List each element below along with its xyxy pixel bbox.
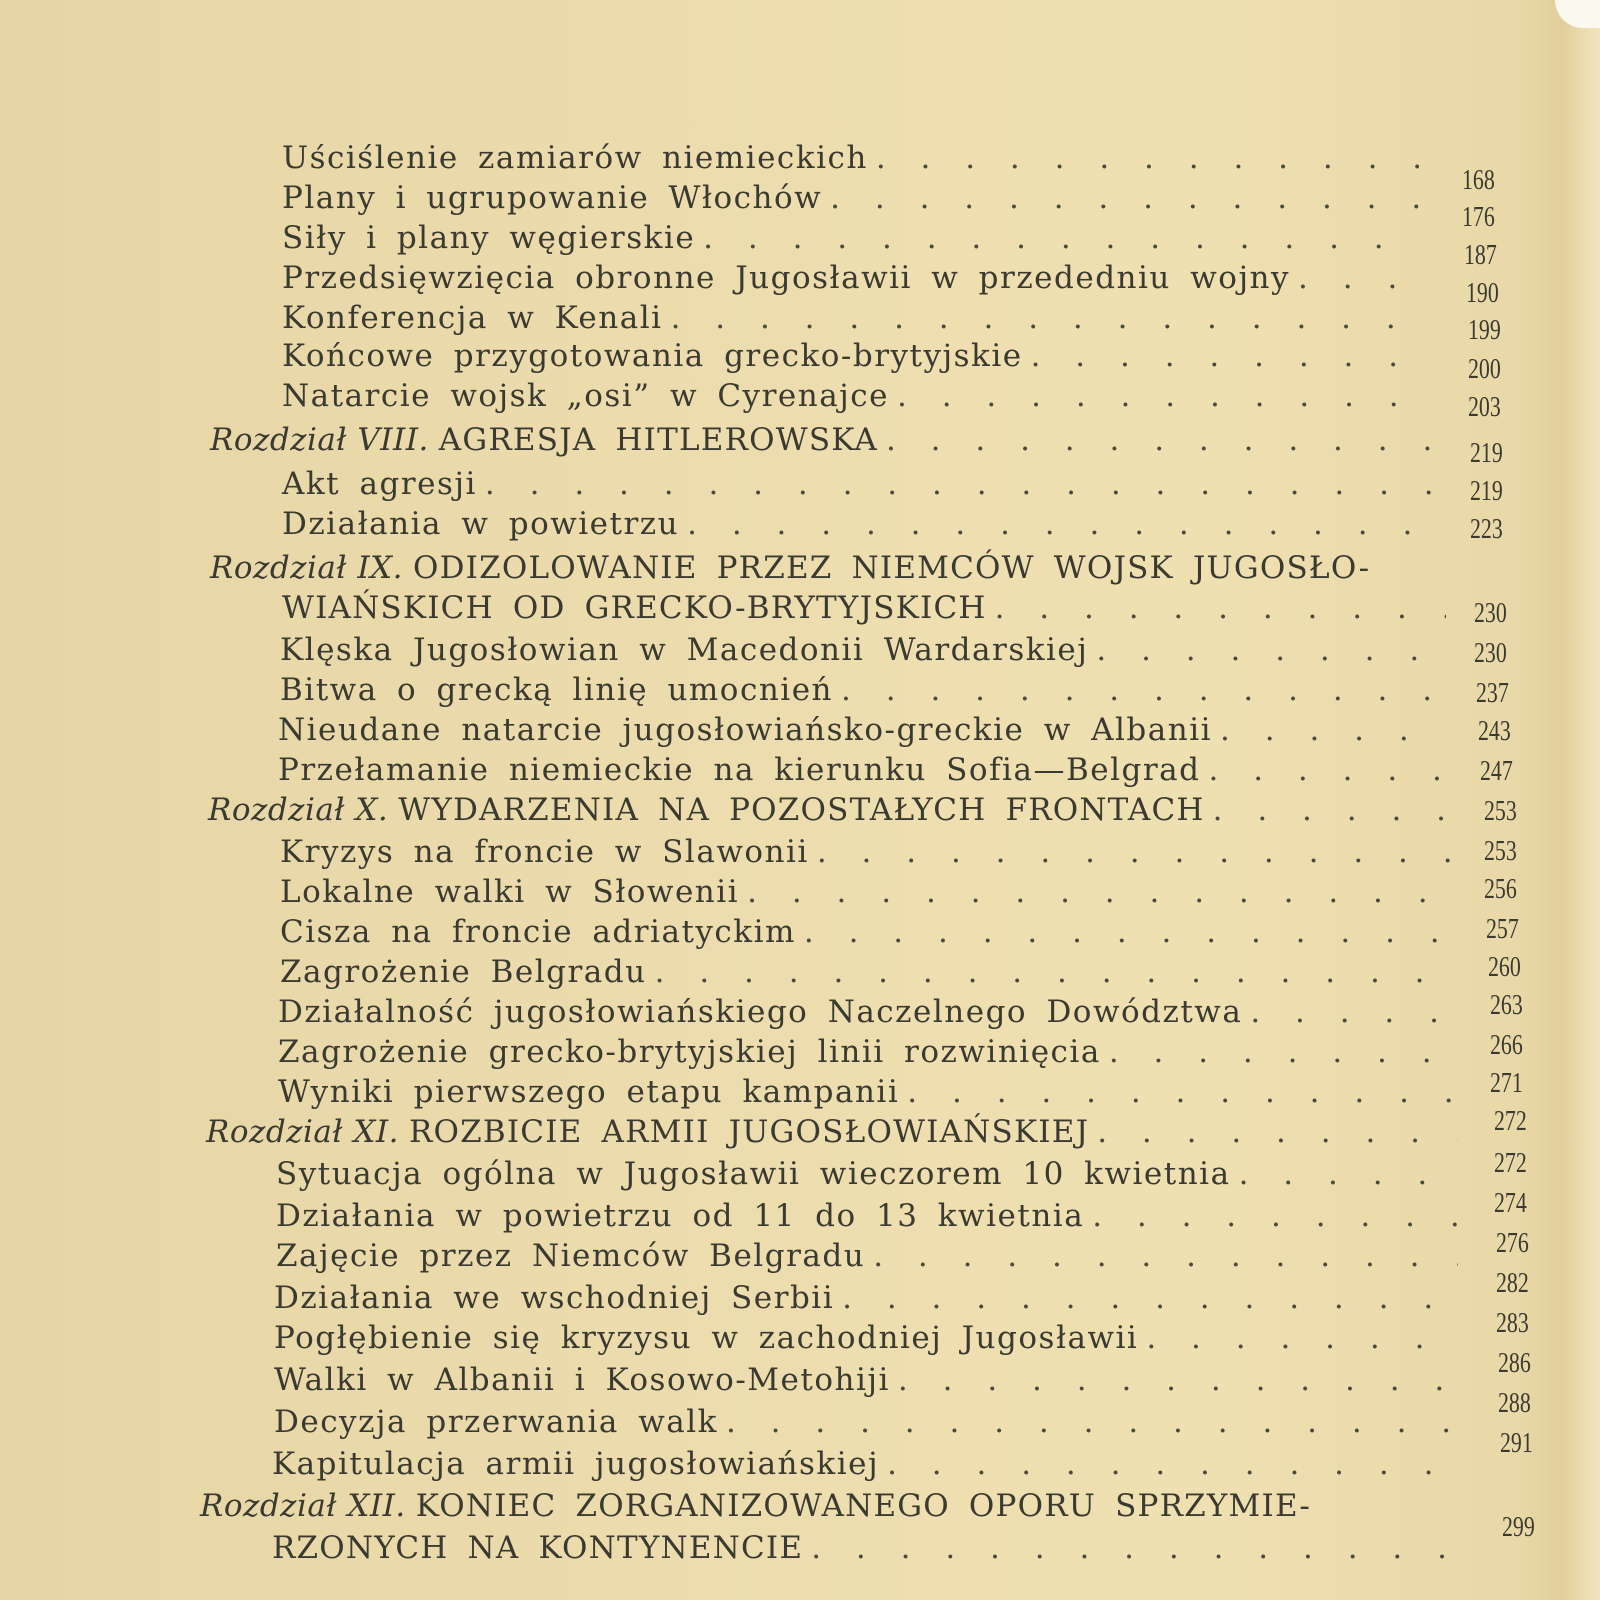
page-number: 253 xyxy=(1484,836,1517,867)
toc-entry xyxy=(282,466,1503,507)
page-number: 203 xyxy=(1468,392,1501,423)
toc-entry xyxy=(282,338,1501,385)
leader-dots xyxy=(1213,792,1450,828)
entry-title: Przełamanie niemieckie na kierunku Sofia—Belgrad xyxy=(278,752,1201,788)
page-number: 272 xyxy=(1494,1106,1527,1137)
page-number: 291 xyxy=(1500,1428,1533,1459)
leader-dots xyxy=(1097,1114,1458,1150)
leader-dots xyxy=(1298,260,1419,296)
toc-entry xyxy=(282,378,1501,423)
chapter-title-continued xyxy=(282,590,1507,630)
page-number: 276 xyxy=(1496,1228,1529,1259)
toc-entry xyxy=(274,1388,1531,1444)
entry-title: Działalność jugosłowiańskiego Naczelnego Dowództwa xyxy=(278,994,1243,1030)
leader-dots xyxy=(886,422,1446,458)
toc-entry xyxy=(276,1228,1529,1278)
page-number: 271 xyxy=(1490,1068,1523,1099)
page-number: 190 xyxy=(1466,278,1499,309)
entry-title: Klęska Jugosłowian w Macedonii Wardarskiej xyxy=(280,632,1089,668)
leader-dots xyxy=(842,1280,1460,1316)
page-number: 288 xyxy=(1498,1388,1531,1419)
leader-dots xyxy=(703,220,1419,256)
chapter-label: Rozdział XI. xyxy=(206,1114,399,1150)
toc-entry xyxy=(278,712,1511,752)
toc-entry xyxy=(276,1188,1527,1238)
leader-dots xyxy=(1092,1198,1458,1234)
chapter-title-line2: WIAŃSKICH OD GRECKO-BRYTYJSKICH xyxy=(282,590,987,626)
page-number: 286 xyxy=(1498,1348,1531,1379)
page-number: 199 xyxy=(1468,315,1501,346)
entry-title: Pogłębienie się kryzysu w zachodniej Jugosławii xyxy=(274,1320,1139,1356)
chapter-title: ROZBICIE ARMII JUGOSŁOWIAŃSKIEJ xyxy=(408,1114,1090,1150)
chapter-title-line2: RZONYCH NA KONTYNENCIE xyxy=(272,1530,804,1566)
entry-title: Działania w powietrzu xyxy=(282,506,680,542)
page-number: 176 xyxy=(1462,202,1495,233)
leader-dots xyxy=(907,1074,1456,1110)
leader-dots xyxy=(811,1530,1462,1566)
page-number: 299 xyxy=(1502,1512,1535,1543)
leader-dots xyxy=(873,1238,1458,1274)
page-number: 253 xyxy=(1484,796,1517,827)
chapter-title-continued xyxy=(272,1512,1535,1570)
page-number: 274 xyxy=(1494,1188,1527,1219)
leader-dots xyxy=(1209,752,1449,788)
toc-entry xyxy=(280,672,1509,712)
chapter-heading xyxy=(210,422,1503,469)
entry-title: Kryzys na froncie w Slawonii xyxy=(280,834,809,870)
toc-entry xyxy=(274,1308,1529,1360)
leader-dots xyxy=(1239,1156,1458,1192)
toc-entry xyxy=(280,914,1519,954)
page-number: 230 xyxy=(1474,598,1507,629)
page-number: 247 xyxy=(1480,756,1513,787)
entry-title: Uściślenie zamiarów niemieckich xyxy=(282,140,868,176)
leader-dots xyxy=(1220,712,1446,748)
toc-entry xyxy=(280,834,1517,874)
entry-title: Natarcie wojsk „osi” w Cyrenajce xyxy=(282,378,889,414)
entry-title: Zajęcie przez Niemców Belgradu xyxy=(276,1238,866,1274)
entry-title: Walki w Albanii i Kosowo-Metohiji xyxy=(274,1362,890,1398)
leader-dots xyxy=(817,834,1452,870)
toc-entry xyxy=(274,1348,1531,1402)
page-number: 200 xyxy=(1468,354,1501,385)
chapter-title: AGRESJA HITLEROWSKA xyxy=(438,422,878,458)
page-number: 256 xyxy=(1484,874,1517,905)
page-number: 237 xyxy=(1476,678,1509,709)
page-number: 272 xyxy=(1494,1148,1527,1179)
entry-title: Sytuacja ogólna w Jugosławii wieczorem 10 kwietnia xyxy=(276,1156,1231,1192)
toc-entry xyxy=(278,752,1513,792)
leader-dots xyxy=(726,1404,1460,1440)
page-number: 223 xyxy=(1470,514,1503,545)
toc-entry xyxy=(282,300,1501,346)
page-number: 257 xyxy=(1486,914,1519,945)
entry-title: Bitwa o grecką linię umocnień xyxy=(280,672,834,708)
toc-entry xyxy=(278,990,1523,1034)
chapter-label: Rozdział XII. xyxy=(200,1488,406,1524)
toc-entry xyxy=(280,632,1507,672)
page-number: 230 xyxy=(1474,638,1507,669)
page-number: 187 xyxy=(1464,240,1497,271)
entry-title: Decyzja przerwania walk xyxy=(274,1404,718,1440)
leader-dots xyxy=(898,1362,1460,1398)
entry-title: Plany i ugrupowanie Włochów xyxy=(282,180,823,216)
chapter-heading xyxy=(208,792,1517,832)
leader-dots xyxy=(876,140,1419,176)
leader-dots xyxy=(485,466,1444,502)
toc-entry xyxy=(282,140,1495,196)
page-number: 266 xyxy=(1490,1030,1523,1061)
toc-entry xyxy=(282,220,1497,271)
entry-title: Akt agresji xyxy=(282,466,477,502)
toc-entry xyxy=(272,1428,1533,1486)
toc-entry xyxy=(278,1068,1523,1114)
leader-dots xyxy=(1031,338,1419,374)
page-number: 219 xyxy=(1470,476,1503,507)
leader-dots xyxy=(747,874,1452,910)
entry-title: Kapitulacja armii jugosłowiańskiej xyxy=(272,1446,880,1482)
entry-title: Cisza na froncie adriatyckim xyxy=(280,914,796,950)
entry-title: Zagrożenie Belgradu xyxy=(280,954,647,990)
leader-dots xyxy=(995,590,1446,626)
leader-dots xyxy=(1250,994,1456,1030)
entry-title: Siły i plany węgierskie xyxy=(282,220,696,256)
leader-dots xyxy=(1096,632,1446,668)
page-number: 260 xyxy=(1488,952,1521,983)
leader-dots xyxy=(655,954,1454,990)
chapter-title: KONIEC ZORGANIZOWANEGO OPORU SPRZYMIE- xyxy=(415,1488,1312,1524)
leader-dots xyxy=(841,672,1446,708)
toc-entry xyxy=(282,506,1503,546)
entry-title: Działania w powietrzu od 11 do 13 kwietnia xyxy=(276,1198,1085,1234)
chapter-heading xyxy=(210,550,1440,590)
toc-entry xyxy=(280,952,1521,994)
toc-entry xyxy=(278,1030,1523,1074)
leader-dots xyxy=(1146,1320,1460,1356)
leader-dots xyxy=(671,300,1419,336)
leader-dots xyxy=(687,506,1444,542)
page-number: 282 xyxy=(1496,1268,1529,1299)
toc-entry xyxy=(276,1148,1527,1196)
chapter-title: WYDARZENIA NA POZOSTAŁYCH FRONTACH xyxy=(398,792,1205,828)
chapter-label: Rozdział X. xyxy=(208,792,389,828)
leader-dots xyxy=(1109,1034,1456,1070)
leader-dots xyxy=(887,1446,1462,1482)
entry-title: Przedsięwzięcia obronne Jugosławii w przededniu wojny xyxy=(282,260,1291,296)
toc-entry xyxy=(282,260,1499,309)
page-number: 283 xyxy=(1496,1308,1529,1339)
chapter-heading xyxy=(206,1106,1527,1154)
entry-title: Końcowe przygotowania grecko-brytyjskie xyxy=(282,338,1023,374)
page-number: 168 xyxy=(1462,165,1495,196)
page-number: 263 xyxy=(1490,990,1523,1021)
entry-title: Zagrożenie grecko-brytyjskiej linii rozwinięcia xyxy=(278,1034,1101,1070)
chapter-heading xyxy=(200,1488,1470,1528)
chapter-title: ODIZOLOWANIE PRZEZ NIEMCÓW WOJSK JUGOSŁO- xyxy=(412,550,1371,586)
leader-dots xyxy=(897,378,1419,414)
entry-title: Wyniki pierwszego etapu kampanii xyxy=(278,1074,900,1110)
page-number: 243 xyxy=(1478,716,1511,747)
toc-entry xyxy=(274,1268,1529,1320)
toc-entry xyxy=(280,874,1517,914)
leader-dots xyxy=(830,180,1419,216)
chapter-label: Rozdział IX. xyxy=(210,550,403,586)
entry-title: Lokalne walki w Słowenii xyxy=(280,874,740,910)
page-number: 219 xyxy=(1470,438,1503,469)
entry-title: Działania we wschodniej Serbii xyxy=(274,1280,835,1316)
leader-dots xyxy=(804,914,1452,950)
entry-title: Nieudane natarcie jugosłowiańsko-greckie w Albanii xyxy=(278,712,1213,748)
entry-title: Konferencja w Kenali xyxy=(282,300,663,336)
chapter-label: Rozdział VIII. xyxy=(210,422,429,458)
